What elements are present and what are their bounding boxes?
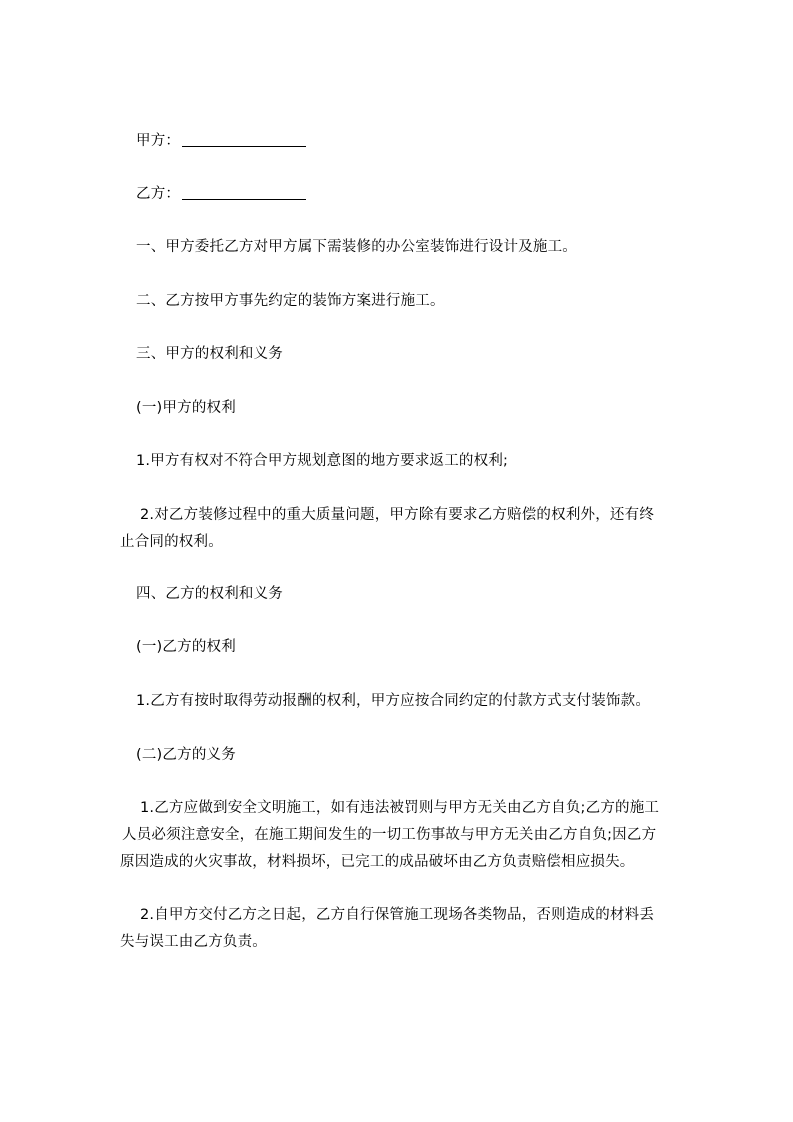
clause-2: 二、乙方按甲方事先约定的装饰方案进行施工。 xyxy=(136,293,445,309)
section-4-item-1: 1.乙方有按时取得劳动报酬的权利，甲方应按合同约定的付款方式支付装饰款。 xyxy=(136,693,651,709)
section-4-duty-1-line-1: 1.乙方应做到安全文明施工，如有违法被罚则与甲方无关由乙方自负;乙方的施工 xyxy=(140,800,660,816)
clause-1: 一、甲方委托乙方对甲方属下需装修的办公室装饰进行设计及施工。 xyxy=(136,239,577,255)
party-a-line xyxy=(136,132,716,150)
party-b-line xyxy=(136,185,716,203)
section-4-duty-2-line-2: 失与误工由乙方负责。 xyxy=(120,934,267,950)
section-4-title: 四、乙方的权利和义务 xyxy=(136,586,283,602)
section-4-subheading-duties: (二)乙方的义务 xyxy=(136,747,236,763)
party-b-label: 乙方： xyxy=(136,186,181,202)
section-4-subheading-rights: (一)乙方的权利 xyxy=(136,639,236,655)
party-a-blank xyxy=(182,145,306,147)
section-3-subheading: (一)甲方的权利 xyxy=(136,400,236,416)
section-4-duty-1-line-3: 原因造成的火灾事故，材料损坏，已完工的成品破坏由乙方负责赔偿相应损失。 xyxy=(120,854,635,870)
section-4-duty-2-line-1: 2.自甲方交付乙方之日起，乙方自行保管施工现场各类物品，否则造成的材料丢 xyxy=(140,907,655,923)
section-4-duty-1-line-2: 人员必须注意安全，在施工期间发生的一切工伤事故与甲方无关由乙方自负;因乙方 xyxy=(122,827,657,843)
section-3-item-2-line-1: 2.对乙方装修过程中的重大质量问题，甲方除有要求乙方赔偿的权利外，还有终 xyxy=(140,507,655,523)
section-3-item-2-line-2: 止合同的权利。 xyxy=(120,534,223,550)
section-3-title: 三、甲方的权利和义务 xyxy=(136,346,283,362)
party-a-label: 甲方： xyxy=(136,133,181,149)
party-b-blank xyxy=(182,198,306,200)
section-3-item-1: 1.甲方有权对不符合甲方规划意图的地方要求返工的权利; xyxy=(136,453,509,469)
